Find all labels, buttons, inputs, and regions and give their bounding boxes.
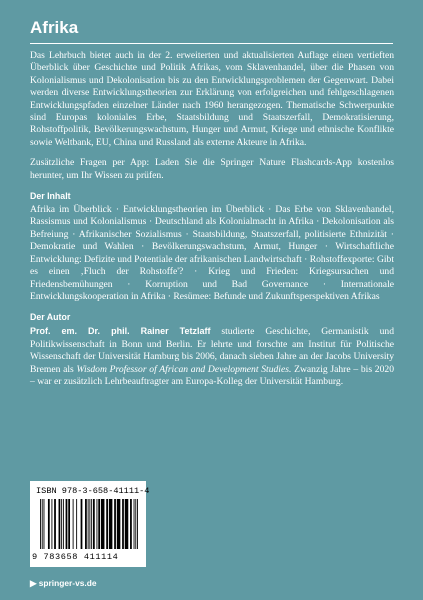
book-title: Afrika — [30, 18, 79, 37]
isbn-barcode — [30, 481, 150, 567]
contents-paragraph: Afrika im Überblick · Entwicklungstheorien im Überblick · Das Erbe von Sklavenhandel, Rassismus und Kolonialismus · Deutschland als Kolonialmacht in Afrika · Dekolonisation als Befreiung · Afrikanischer Sozialismus · Staatsbildung, Staatszerfall, politisierte Ethnizität · Demokratie und Wahlen · Bevölkerungswachstum, Armut, Hunger · Wirtschaftliche Entwicklung: Defizite und Potentiale der afrikanischen Landwirtschaft · Rohstoffexporte: Gibt es einen ‚Fluch der Rohstoffe'? · Krieg und Frieden: Kriegsursachen und Friedensbemühungen · Korruption und Bad Governance · Internationale Entwicklungskooperation in Afrika · Resümee: Befunde und Zukunftsperspektiven Afrikas — [30, 204, 395, 302]
barcode-digits: 9 783658 411114 — [32, 552, 119, 562]
description-paragraph: Das Lehrbuch bietet auch in der 2. erweiterten und aktualisierten Auflage einen vertieften Überblick über Geschichte und Politik Afrikas, vom Sklavenhandel, über die Phasen von Kolonialismus und Dekolonisation bis zu den Entwicklungsproblemen der Gegenwart. Dabei werden diverse Entwicklungstheorien zur Erklärung von erfolgreichen und fehlgeschlagenen Entwicklungspfaden einzelner Länder nach 1960 herangezogen. Thematische Schwerpunkte sind Europas koloniales Erbe, Staatsbildung und Staatszerfall, Demokratisierung, Rohstoffpolitik, Bevölkerungswachstum, Hunger und Armut, Kriege und ethnische Konflikte sowie Weltbank, EU, China und Russland als externe Akteure in Afrika. — [30, 50, 394, 148]
author-paragraph — [30, 325, 394, 388]
author-professorship-title: Wisdom Professor of African and Development Studies. — [76, 363, 292, 375]
author-bio-part-1: studierte Geschichte, Germanistik und Politikwissenschaft in Bonn und Berlin. Er lehrte und forschte am Institut für Politische Wissenschaft der Universität Hamburg bis 2006, danach sieben Jahre an der Jacobs University Bremen als — [30, 326, 394, 375]
isbn-label: ISBN 978-3-658-41111-4 — [36, 486, 150, 496]
author-heading: Der Autor — [30, 312, 71, 323]
app-note-paragraph: Zusätzliche Fragen per App: Laden Sie die Springer Nature Flashcards-App kostenlos herunter, um Ihr Wissen zu prüfen. — [30, 157, 394, 181]
contents-heading: Der Inhalt — [30, 191, 71, 202]
publisher-link[interactable]: ▶ springer-vs.de — [30, 578, 97, 588]
author-name: Prof. em. Dr. phil. Rainer Tetzlaff — [30, 326, 211, 337]
author-bio-part-2: Zwanzig Jahre – bis 2020 – war er zusätzlich Lehrbeauftragter am Europa-Kolleg der Universität Hamburg. — [30, 363, 394, 387]
back-cover-text — [30, 50, 394, 396]
barcode-bars — [40, 499, 138, 549]
title-divider — [30, 43, 393, 44]
